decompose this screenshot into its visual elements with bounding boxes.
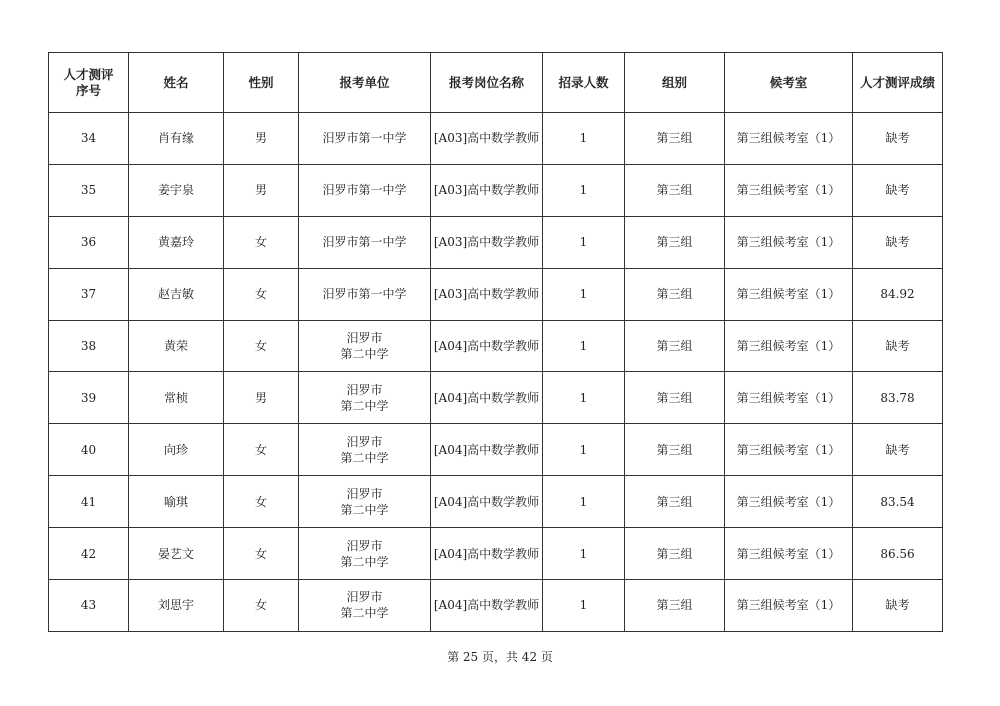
table-body (49, 113, 943, 632)
position-cell: [A04]高中数学教师 (431, 528, 543, 580)
table-row (49, 580, 943, 632)
header-unit: 报考单位 (299, 53, 431, 113)
quota-cell: 1 (543, 372, 625, 424)
unit-cell: 汨罗市第一中学 (299, 216, 431, 268)
waiting-room-cell: 第三组候考室（1） (725, 476, 853, 528)
waiting-room-cell: 第三组候考室（1） (725, 268, 853, 320)
seq-cell: 35 (49, 164, 129, 216)
seq-cell: 36 (49, 216, 129, 268)
score-cell: 缺考 (853, 424, 943, 476)
gender-cell: 女 (224, 528, 299, 580)
table-row (49, 372, 943, 424)
header-row (49, 53, 943, 113)
unit-cell: 汨罗市 第二中学 (299, 372, 431, 424)
group-cell: 第三组 (625, 580, 725, 632)
unit-cell: 汨罗市 第二中学 (299, 580, 431, 632)
position-cell: [A03]高中数学教师 (431, 268, 543, 320)
group-cell: 第三组 (625, 528, 725, 580)
table-row (49, 424, 943, 476)
seq-cell: 39 (49, 372, 129, 424)
waiting-room-cell: 第三组候考室（1） (725, 164, 853, 216)
unit-cell: 汨罗市第一中学 (299, 113, 431, 165)
name-cell: 黄荣 (129, 320, 224, 372)
score-cell: 83.78 (853, 372, 943, 424)
header-gender: 性别 (224, 53, 299, 113)
quota-cell: 1 (543, 164, 625, 216)
group-cell: 第三组 (625, 372, 725, 424)
score-cell: 缺考 (853, 113, 943, 165)
quota-cell: 1 (543, 268, 625, 320)
position-cell: [A03]高中数学教师 (431, 113, 543, 165)
quota-cell: 1 (543, 580, 625, 632)
seq-cell: 43 (49, 580, 129, 632)
waiting-room-cell: 第三组候考室（1） (725, 216, 853, 268)
waiting-room-cell: 第三组候考室（1） (725, 113, 853, 165)
score-cell: 缺考 (853, 320, 943, 372)
position-cell: [A04]高中数学教师 (431, 476, 543, 528)
waiting-room-cell: 第三组候考室（1） (725, 424, 853, 476)
unit-cell: 汨罗市 第二中学 (299, 476, 431, 528)
position-cell: [A04]高中数学教师 (431, 424, 543, 476)
score-cell: 缺考 (853, 580, 943, 632)
group-cell: 第三组 (625, 476, 725, 528)
waiting-room-cell: 第三组候考室（1） (725, 528, 853, 580)
quota-cell: 1 (543, 476, 625, 528)
page-number: 第 25 页，共 42 页 (447, 650, 553, 664)
table-row (49, 528, 943, 580)
gender-cell: 女 (224, 580, 299, 632)
table-row (49, 476, 943, 528)
unit-cell: 汨罗市 第二中学 (299, 320, 431, 372)
table-row (49, 164, 943, 216)
gender-cell: 女 (224, 424, 299, 476)
score-cell: 84.92 (853, 268, 943, 320)
waiting-room-cell: 第三组候考室（1） (725, 320, 853, 372)
group-cell: 第三组 (625, 113, 725, 165)
unit-cell: 汨罗市第一中学 (299, 268, 431, 320)
name-cell: 向珍 (129, 424, 224, 476)
quota-cell: 1 (543, 424, 625, 476)
score-cell: 86.56 (853, 528, 943, 580)
score-cell: 83.54 (853, 476, 943, 528)
seq-cell: 34 (49, 113, 129, 165)
name-cell: 常桢 (129, 372, 224, 424)
quota-cell: 1 (543, 216, 625, 268)
name-cell: 黄嘉玲 (129, 216, 224, 268)
group-cell: 第三组 (625, 268, 725, 320)
name-cell: 刘思宇 (129, 580, 224, 632)
unit-cell: 汨罗市第一中学 (299, 164, 431, 216)
group-cell: 第三组 (625, 216, 725, 268)
gender-cell: 女 (224, 320, 299, 372)
position-cell: [A04]高中数学教师 (431, 580, 543, 632)
waiting-room-cell: 第三组候考室（1） (725, 372, 853, 424)
unit-cell: 汨罗市 第二中学 (299, 528, 431, 580)
seq-cell: 40 (49, 424, 129, 476)
results-table (48, 52, 943, 632)
table-row (49, 268, 943, 320)
table-row (49, 113, 943, 165)
gender-cell: 男 (224, 164, 299, 216)
quota-cell: 1 (543, 113, 625, 165)
gender-cell: 女 (224, 216, 299, 268)
table-row (49, 320, 943, 372)
group-cell: 第三组 (625, 164, 725, 216)
name-cell: 肖有缘 (129, 113, 224, 165)
group-cell: 第三组 (625, 320, 725, 372)
table-row (49, 216, 943, 268)
header-group: 组别 (625, 53, 725, 113)
name-cell: 赵吉敏 (129, 268, 224, 320)
seq-cell: 38 (49, 320, 129, 372)
position-cell: [A04]高中数学教师 (431, 320, 543, 372)
waiting-room-cell: 第三组候考室（1） (725, 580, 853, 632)
header-waiting-room: 候考室 (725, 53, 853, 113)
quota-cell: 1 (543, 528, 625, 580)
seq-cell: 42 (49, 528, 129, 580)
name-cell: 喻琪 (129, 476, 224, 528)
group-cell: 第三组 (625, 424, 725, 476)
score-cell: 缺考 (853, 164, 943, 216)
header-name: 姓名 (129, 53, 224, 113)
unit-cell: 汨罗市 第二中学 (299, 424, 431, 476)
seq-cell: 41 (49, 476, 129, 528)
header-seq: 人才测评 序号 (49, 53, 129, 113)
header-position: 报考岗位名称 (431, 53, 543, 113)
position-cell: [A03]高中数学教师 (431, 164, 543, 216)
seq-cell: 37 (49, 268, 129, 320)
position-cell: [A04]高中数学教师 (431, 372, 543, 424)
gender-cell: 女 (224, 268, 299, 320)
header-score: 人才测评成绩 (853, 53, 943, 113)
gender-cell: 男 (224, 372, 299, 424)
score-cell: 缺考 (853, 216, 943, 268)
gender-cell: 女 (224, 476, 299, 528)
name-cell: 姜宇泉 (129, 164, 224, 216)
header-quota: 招录人数 (543, 53, 625, 113)
position-cell: [A03]高中数学教师 (431, 216, 543, 268)
gender-cell: 男 (224, 113, 299, 165)
quota-cell: 1 (543, 320, 625, 372)
name-cell: 晏艺文 (129, 528, 224, 580)
